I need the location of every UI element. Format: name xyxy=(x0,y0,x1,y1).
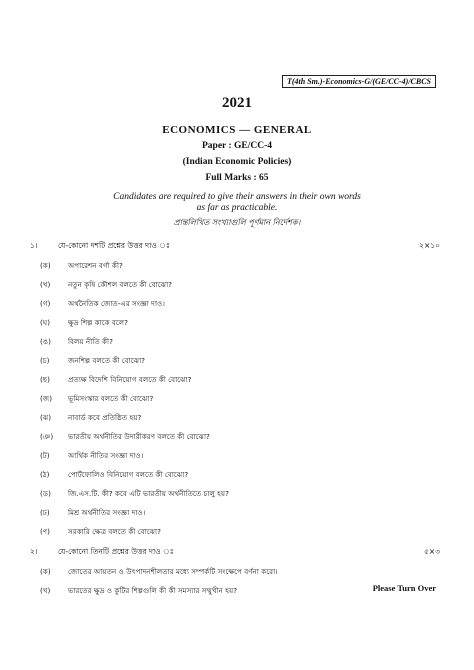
list-item xyxy=(40,567,278,579)
item-text: ভারতের ক্ষুদ্র ও কুটির শিল্পগুলি কী কী সমস্যার সম্মুখীন হয়? xyxy=(68,586,238,595)
item-label: (ক) xyxy=(40,567,51,576)
paper-code: Paper : GE/CC-4 xyxy=(201,141,272,151)
list-item xyxy=(40,489,229,501)
item-text: ক্ষুদ্র শিল্প কাকে বলে? xyxy=(68,318,128,327)
item-text: মিশ্র অর্থনীতির সংজ্ঞা দাও। xyxy=(68,508,146,517)
question-prompt: যে-কোনো তিনটি প্রশ্নের উত্তর দাও ঃ xyxy=(58,547,174,556)
item-text: বিলয় নীতি কী? xyxy=(68,337,113,346)
item-label: (ঞ) xyxy=(40,432,54,441)
list-item xyxy=(40,261,123,273)
list-item xyxy=(40,451,143,463)
item-text: অর্থনৈতিক জোত-এর সংজ্ঞা দাও। xyxy=(68,299,165,308)
item-label: (খ) xyxy=(40,280,51,289)
item-label: (ড) xyxy=(40,489,51,498)
item-text: অপারেশন বর্গা কী? xyxy=(68,261,123,270)
item-label: (ঝ) xyxy=(40,413,52,422)
question-marks: ৫×৩ xyxy=(423,547,440,556)
list-item xyxy=(40,470,188,482)
subject-title: ECONOMICS — GENERAL xyxy=(162,124,312,136)
paper-subtitle: (Indian Economic Policies) xyxy=(182,157,292,167)
item-text: জনশিল্প বলতে কী বোঝো? xyxy=(68,356,145,365)
list-item xyxy=(40,432,210,444)
list-item xyxy=(40,280,172,292)
instructions xyxy=(0,192,474,214)
instruction-line-1: Candidates are required to give their answers in their own words xyxy=(113,192,361,202)
full-marks: Full Marks : 65 xyxy=(205,173,269,183)
item-label: (ছ) xyxy=(40,375,50,384)
question-prompt: যে-কোনো দশটি প্রশ্নের উত্তর দাও ঃ xyxy=(58,241,170,250)
list-item xyxy=(40,586,237,598)
list-item xyxy=(40,508,145,520)
item-text: পোর্টফোলিও বিনিয়োগ বলতে কী বোঝো? xyxy=(68,470,189,479)
please-turn-over: Please Turn Over xyxy=(372,583,436,593)
item-label: (ণ) xyxy=(40,527,50,536)
list-item xyxy=(40,318,128,330)
item-label: (গ) xyxy=(40,299,51,308)
list-item xyxy=(40,337,113,349)
item-text: জোতের আয়তন ও উৎপাদনশীলতার মধ্যে সম্পর্কটি সংক্ষেপে বর্ণনা করো। xyxy=(68,567,278,576)
question-number: ২। xyxy=(30,547,38,556)
item-label: (ক) xyxy=(40,261,51,270)
item-text: প্রত্যক্ষ বিদেশি বিনিয়োগ বলতে কী বোঝো? xyxy=(68,375,192,384)
item-label: (ঙ) xyxy=(40,337,51,346)
instruction-bengali: প্রান্তলিখিত সংখ্যাগুলি পূর্ণমান নির্দেশক। xyxy=(173,218,301,227)
list-item xyxy=(40,375,191,387)
item-text: ভারতীয় অর্থনীতির উদারীকরণ বলতে কী বোঝো? xyxy=(68,432,210,441)
item-text: জি.এস.টি. কী? কবে এটি ভারতীয় অর্থনীতিতে চালু হয়? xyxy=(68,489,229,498)
list-item xyxy=(40,394,153,406)
list-item xyxy=(40,527,161,539)
item-text: ভূমিসংস্কার বলতে কী বোঝো? xyxy=(68,394,154,403)
item-text: নতুন কৃষি কৌশল বলতে কী বোঝো? xyxy=(68,280,173,289)
item-text: সরকারি ক্ষেত্র বলতে কী বোঝো? xyxy=(68,527,161,536)
item-label: (ট) xyxy=(40,451,50,460)
item-label: (খ) xyxy=(40,586,51,595)
item-text: আর্থিক নীতির সংজ্ঞা দাও। xyxy=(68,451,144,460)
item-label: (ঘ) xyxy=(40,318,51,327)
list-item xyxy=(40,299,165,311)
instruction-line-2: as far as practicable. xyxy=(196,203,278,213)
item-label: (চ) xyxy=(40,356,50,365)
paper-code-box: T(4th Sm.)-Economics-G/(GE/CC-4)/CBCS xyxy=(282,75,436,88)
item-text: নাবার্ড কবে প্রতিষ্ঠিত হয়? xyxy=(68,413,142,422)
list-item xyxy=(40,413,141,425)
exam-year: 2021 xyxy=(222,95,252,111)
question-number: ১। xyxy=(30,241,38,250)
item-label: (ঠ) xyxy=(40,470,50,479)
item-label: (ঢ) xyxy=(40,508,50,517)
item-label: (জ) xyxy=(40,394,53,403)
list-item xyxy=(40,356,145,368)
question-marks: ২×১০ xyxy=(419,241,440,250)
